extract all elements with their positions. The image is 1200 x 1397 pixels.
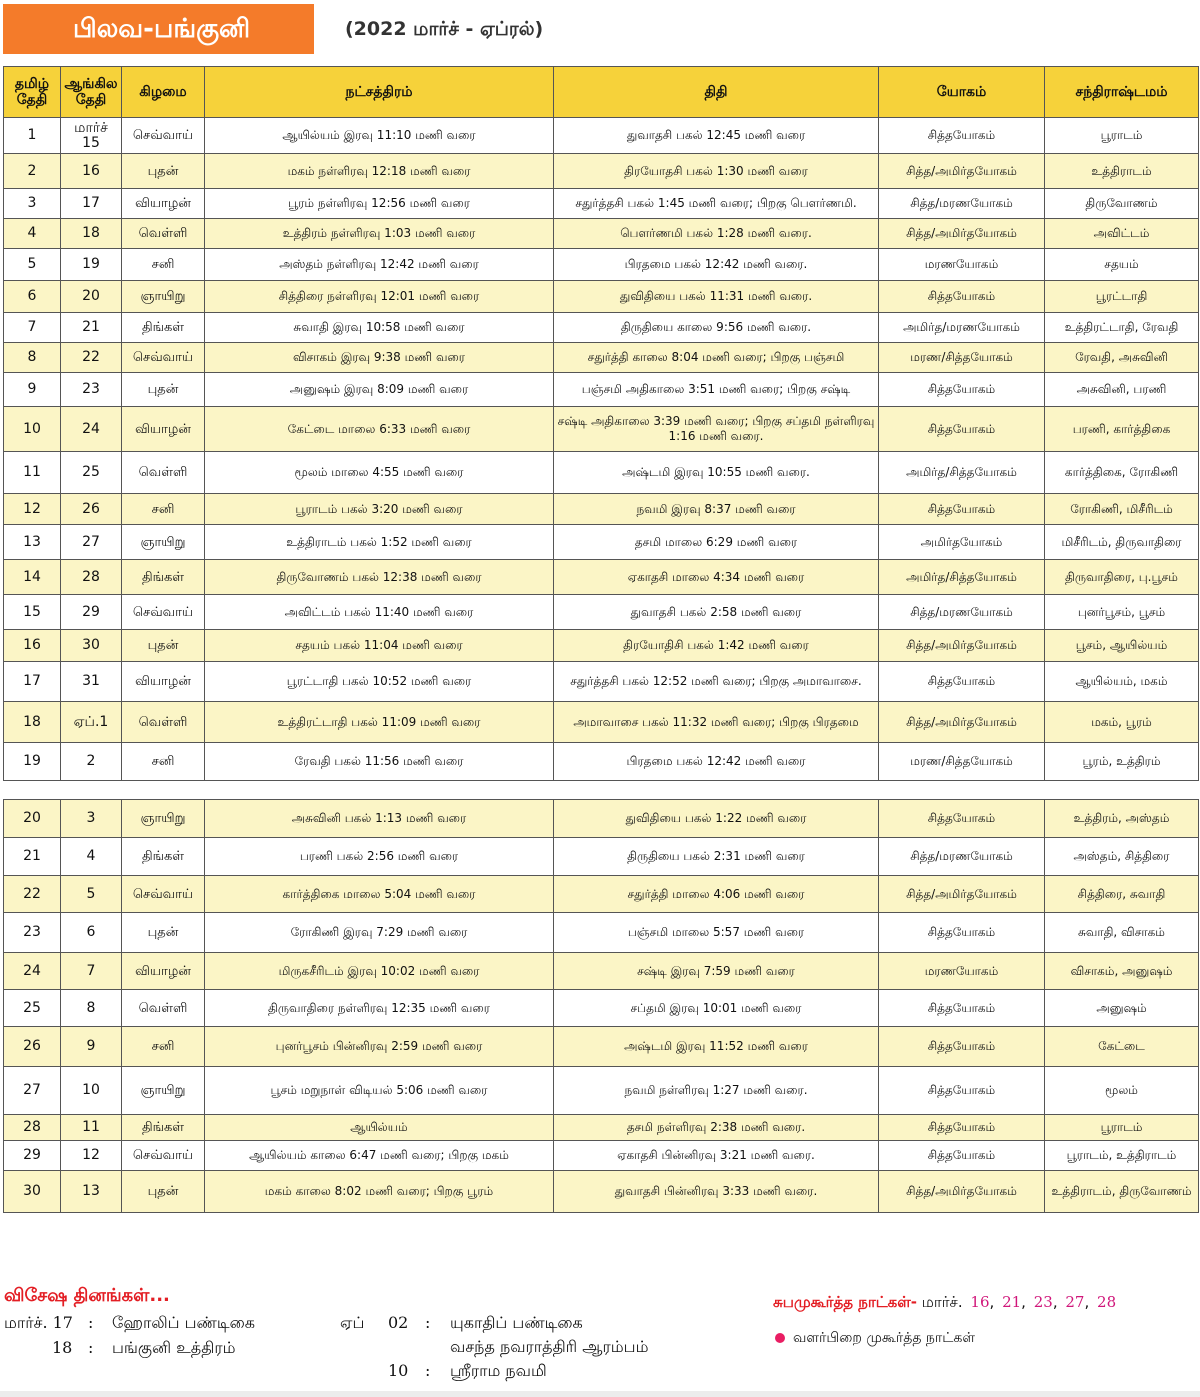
table-row xyxy=(4,662,1199,702)
tamil-date-cell: 11 xyxy=(4,452,61,494)
english-date-cell: 5 xyxy=(61,876,122,913)
tithi-cell: சப்தமி இரவு 10:01 மணி வரை xyxy=(554,990,879,1027)
weekday-cell: வெள்ளி xyxy=(122,219,205,249)
weekday-cell: ஞாயிறு xyxy=(122,1067,205,1115)
weekday-cell: ஞாயிறு xyxy=(122,525,205,560)
nakshatra-cell: மிருகசீரிடம் இரவு 10:02 மணி வரை xyxy=(205,953,554,990)
tamil-date-cell: 6 xyxy=(4,281,61,313)
chandrashtamam-cell: ஆயில்யம், மகம் xyxy=(1045,662,1199,702)
chandrashtamam-cell: ரேவதி, அசுவினி xyxy=(1045,343,1199,373)
chandrashtamam-cell: அஸ்தம், சித்திரை xyxy=(1045,838,1199,876)
yogam-cell: மரண/சித்தயோகம் xyxy=(879,743,1045,781)
tamil-date-cell: 18 xyxy=(4,702,61,743)
table-row xyxy=(4,1171,1199,1213)
chandrashtamam-cell: உத்திராடம், திருவோணம் xyxy=(1045,1171,1199,1213)
table-row xyxy=(4,990,1199,1027)
nakshatra-cell: கேட்டை மாலை 6:33 மணி வரை xyxy=(205,407,554,452)
chandrashtamam-cell: பூரம், உத்திரம் xyxy=(1045,743,1199,781)
nakshatra-cell: பூரட்டாதி பகல் 10:52 மணி வரை xyxy=(205,662,554,702)
tithi-cell: ஏகாதசி பின்னிரவு 3:21 மணி வரை. xyxy=(554,1141,879,1171)
english-date-cell: 3 xyxy=(61,800,122,838)
tamil-date-cell: 16 xyxy=(4,630,61,662)
nakshatra-cell: விசாகம் இரவு 9:38 மணி வரை xyxy=(205,343,554,373)
festival-day: 02 xyxy=(388,1313,409,1332)
tithi-cell: சஷ்டி இரவு 7:59 மணி வரை xyxy=(554,953,879,990)
nakshatra-cell: திருவாதிரை நள்ளிரவு 12:35 மணி வரை xyxy=(205,990,554,1027)
tithi-cell: துவாதசி பகல் 2:58 மணி வரை xyxy=(554,595,879,630)
english-date-cell: 20 xyxy=(61,281,122,313)
english-date-cell: 19 xyxy=(61,249,122,281)
english-date-cell: 31 xyxy=(61,662,122,702)
tamil-date-cell: 13 xyxy=(4,525,61,560)
festival-name: ஹோலிப் பண்டிகை xyxy=(112,1313,255,1332)
festival-name: வசந்த நவராத்திரி ஆரம்பம் xyxy=(450,1337,649,1356)
english-date-cell: 13 xyxy=(61,1171,122,1213)
yogam-cell: அமிர்த/சித்தயோகம் xyxy=(879,452,1045,494)
english-date-cell: 9 xyxy=(61,1027,122,1067)
yogam-cell: சித்தயோகம் xyxy=(879,913,1045,953)
yogam-cell: சித்தயோகம் xyxy=(879,662,1045,702)
tamil-date-cell: 20 xyxy=(4,800,61,838)
nakshatra-cell: ஆயில்யம் காலை 6:47 மணி வரை; பிறகு மகம் xyxy=(205,1141,554,1171)
muhurtham-month: மார்ச். xyxy=(921,1293,963,1311)
weekday-cell: புதன் xyxy=(122,373,205,407)
nakshatra-cell: உத்திரம் நள்ளிரவு 1:03 மணி வரை xyxy=(205,219,554,249)
tamil-date-cell: 27 xyxy=(4,1067,61,1115)
chandrashtamam-cell: திருவோணம் xyxy=(1045,189,1199,219)
english-date-cell: 28 xyxy=(61,560,122,595)
weekday-cell: திங்கள் xyxy=(122,313,205,343)
muhurtham-date: 21 xyxy=(1002,1293,1022,1311)
tithi-cell: அஷ்டமி இரவு 10:55 மணி வரை. xyxy=(554,452,879,494)
table-row xyxy=(4,560,1199,595)
tithi-cell: திருதியை பகல் 2:31 மணி வரை xyxy=(554,838,879,876)
nakshatra-cell: பரணி பகல் 2:56 மணி வரை xyxy=(205,838,554,876)
chandrashtamam-cell: அனுஷம் xyxy=(1045,990,1199,1027)
col-header-yogam: யோகம் xyxy=(879,67,1045,118)
english-date-cell: 30 xyxy=(61,630,122,662)
chandrashtamam-cell: உத்திரம், அஸ்தம் xyxy=(1045,800,1199,838)
weekday-cell: செவ்வாய் xyxy=(122,343,205,373)
english-date-cell: 26 xyxy=(61,494,122,525)
tithi-cell: நவமி இரவு 8:37 மணி வரை xyxy=(554,494,879,525)
english-date-cell: 27 xyxy=(61,525,122,560)
col-header-tamil-date: தமிழ் தேதி xyxy=(4,67,61,118)
nakshatra-cell: ஆயில்யம் xyxy=(205,1115,554,1141)
weekday-cell: ஞாயிறு xyxy=(122,800,205,838)
tamil-date-cell: 14 xyxy=(4,560,61,595)
tithi-cell: சதுர்த்தி மாலை 4:06 மணி வரை xyxy=(554,876,879,913)
chandrashtamam-cell: சதயம் xyxy=(1045,249,1199,281)
weekday-cell: வியாழன் xyxy=(122,953,205,990)
nakshatra-cell: திருவோணம் பகல் 12:38 மணி வரை xyxy=(205,560,554,595)
table-row xyxy=(4,876,1199,913)
weekday-cell: செவ்வாய் xyxy=(122,876,205,913)
yogam-cell: சித்த/மரணயோகம் xyxy=(879,189,1045,219)
yogam-cell: சித்தயோகம் xyxy=(879,990,1045,1027)
col-header-weekday: கிழமை xyxy=(122,67,205,118)
table-row xyxy=(4,343,1199,373)
english-date-cell: 18 xyxy=(61,219,122,249)
weekday-cell: புதன் xyxy=(122,913,205,953)
yogam-cell: அமிர்தயோகம் xyxy=(879,525,1045,560)
festival-name: பங்குனி உத்திரம் xyxy=(112,1338,236,1357)
yogam-cell: மரண/சித்தயோகம் xyxy=(879,343,1045,373)
yogam-cell: அமிர்த/மரணயோகம் xyxy=(879,313,1045,343)
muhurtham-date: 16 xyxy=(970,1293,990,1311)
chandrashtamam-cell: புனர்பூசம், பூசம் xyxy=(1045,595,1199,630)
table-row xyxy=(4,118,1199,154)
chandrashtamam-cell: கார்த்திகை, ரோகிணி xyxy=(1045,452,1199,494)
chandrashtamam-cell: பூசம், ஆயில்யம் xyxy=(1045,630,1199,662)
nakshatra-cell: அசுவினி பகல் 1:13 மணி வரை xyxy=(205,800,554,838)
table-header-row xyxy=(4,67,1199,118)
nakshatra-cell: கார்த்திகை மாலை 5:04 மணி வரை xyxy=(205,876,554,913)
chandrashtamam-cell: உத்திராடம் xyxy=(1045,154,1199,189)
tithi-cell: தசமி மாலை 6:29 மணி வரை xyxy=(554,525,879,560)
english-date-cell: 24 xyxy=(61,407,122,452)
table-row xyxy=(4,1027,1199,1067)
tithi-cell: அஷ்டமி இரவு 11:52 மணி வரை xyxy=(554,1027,879,1067)
tithi-cell: பௌர்ணமி பகல் 1:28 மணி வரை. xyxy=(554,219,879,249)
tamil-date-cell: 4 xyxy=(4,219,61,249)
weekday-cell: வெள்ளி xyxy=(122,990,205,1027)
tamil-date-cell: 21 xyxy=(4,838,61,876)
english-date-cell: மார்ச் 15 xyxy=(61,118,122,154)
weekday-cell: வெள்ளி xyxy=(122,452,205,494)
table-row xyxy=(4,1115,1199,1141)
tamil-date-cell: 5 xyxy=(4,249,61,281)
tithi-cell: பஞ்சமி அதிகாலை 3:51 மணி வரை; பிறகு சஷ்டி xyxy=(554,373,879,407)
tithi-cell: ஏகாதசி மாலை 4:34 மணி வரை xyxy=(554,560,879,595)
weekday-cell: புதன் xyxy=(122,1171,205,1213)
yogam-cell: சித்த/அமிர்தயோகம் xyxy=(879,219,1045,249)
table-row xyxy=(4,313,1199,343)
chandrashtamam-cell: பூராடம் xyxy=(1045,118,1199,154)
nakshatra-cell: பூராடம் பகல் 3:20 மணி வரை xyxy=(205,494,554,525)
festival-separator: : xyxy=(425,1361,431,1380)
nakshatra-cell: ரோகிணி இரவு 7:29 மணி வரை xyxy=(205,913,554,953)
chandrashtamam-cell: பூராடம், உத்திராடம் xyxy=(1045,1141,1199,1171)
english-date-cell: 29 xyxy=(61,595,122,630)
tamil-date-cell: 3 xyxy=(4,189,61,219)
yogam-cell: சித்தயோகம் xyxy=(879,373,1045,407)
tithi-cell: அமாவாசை பகல் 11:32 மணி வரை; பிறகு பிரதமை xyxy=(554,702,879,743)
weekday-cell: திங்கள் xyxy=(122,1115,205,1141)
nakshatra-cell: உத்திரட்டாதி பகல் 11:09 மணி வரை xyxy=(205,702,554,743)
table-row xyxy=(4,189,1199,219)
weekday-cell: சனி xyxy=(122,1027,205,1067)
english-date-cell: 25 xyxy=(61,452,122,494)
weekday-cell: செவ்வாய் xyxy=(122,118,205,154)
table-row xyxy=(4,407,1199,452)
chandrashtamam-cell: விசாகம், அனுஷம் xyxy=(1045,953,1199,990)
nakshatra-cell: மகம் காலை 8:02 மணி வரை; பிறகு பூரம் xyxy=(205,1171,554,1213)
nakshatra-cell: ரேவதி பகல் 11:56 மணி வரை xyxy=(205,743,554,781)
table-row xyxy=(4,154,1199,189)
english-date-cell: 4 xyxy=(61,838,122,876)
page-title: பிலவ-பங்குனி xyxy=(3,4,314,54)
weekday-cell: வியாழன் xyxy=(122,189,205,219)
yogam-cell: சித்தயோகம் xyxy=(879,281,1045,313)
nakshatra-cell: அவிட்டம் பகல் 11:40 மணி வரை xyxy=(205,595,554,630)
english-date-cell: 8 xyxy=(61,990,122,1027)
chandrashtamam-cell: உத்திரட்டாதி, ரேவதி xyxy=(1045,313,1199,343)
col-header-chandrashtamam: சந்திராஷ்டமம் xyxy=(1045,67,1199,118)
tamil-date-cell: 29 xyxy=(4,1141,61,1171)
festival-month: 18 xyxy=(52,1338,73,1357)
weekday-cell: வெள்ளி xyxy=(122,702,205,743)
tithi-cell: தசமி நள்ளிரவு 2:38 மணி வரை. xyxy=(554,1115,879,1141)
tamil-date-cell: 10 xyxy=(4,407,61,452)
weekday-cell: சனி xyxy=(122,249,205,281)
festival-month: ஏப் xyxy=(340,1313,365,1332)
muhurtham-legend-text: வளர்பிறை முகூர்த்த நாட்கள் xyxy=(793,1330,975,1346)
table-row xyxy=(4,1067,1199,1115)
table-row xyxy=(4,630,1199,662)
table-row xyxy=(4,281,1199,313)
col-header-english-date: ஆங்கில தேதி xyxy=(61,67,122,118)
yogam-cell: சித்தயோகம் xyxy=(879,1067,1045,1115)
tithi-cell: திரயோதிசி பகல் 1:42 மணி வரை xyxy=(554,630,879,662)
weekday-cell: சனி xyxy=(122,494,205,525)
nakshatra-cell: சதயம் பகல் 11:04 மணி வரை xyxy=(205,630,554,662)
nakshatra-cell: அஸ்தம் நள்ளிரவு 12:42 மணி வரை xyxy=(205,249,554,281)
tithi-cell: பஞ்சமி மாலை 5:57 மணி வரை xyxy=(554,913,879,953)
english-date-cell: 12 xyxy=(61,1141,122,1171)
tithi-cell: திருதியை காலை 9:56 மணி வரை. xyxy=(554,313,879,343)
chandrashtamam-cell: சித்திரை, சுவாதி xyxy=(1045,876,1199,913)
special-days-title: விசேஷ தினங்கள்... xyxy=(4,1285,170,1306)
tithi-cell: நவமி நள்ளிரவு 1:27 மணி வரை. xyxy=(554,1067,879,1115)
tithi-cell: திரயோதசி பகல் 1:30 மணி வரை xyxy=(554,154,879,189)
yogam-cell: சித்த/அமிர்தயோகம் xyxy=(879,702,1045,743)
page-subtitle: (2022 மார்ச் - ஏப்ரல்) xyxy=(345,18,544,40)
nakshatra-cell: மகம் நள்ளிரவு 12:18 மணி வரை xyxy=(205,154,554,189)
festival-separator: : xyxy=(88,1338,94,1357)
nakshatra-cell: ஆயில்யம் இரவு 11:10 மணி வரை xyxy=(205,118,554,154)
english-date-cell: 23 xyxy=(61,373,122,407)
yogam-cell: மரணயோகம் xyxy=(879,249,1045,281)
festival-separator: : xyxy=(425,1313,431,1332)
tithi-cell: பிரதமை பகல் 12:42 மணி வரை. xyxy=(554,249,879,281)
weekday-cell: வியாழன் xyxy=(122,662,205,702)
table-row xyxy=(4,452,1199,494)
nakshatra-cell: உத்திராடம் பகல் 1:52 மணி வரை xyxy=(205,525,554,560)
table-row xyxy=(4,494,1199,525)
festival-name: யுகாதிப் பண்டிகை xyxy=(450,1313,583,1332)
yogam-cell: சித்தயோகம் xyxy=(879,118,1045,154)
chandrashtamam-cell: ரோகிணி, மிசீரிடம் xyxy=(1045,494,1199,525)
weekday-cell: வியாழன் xyxy=(122,407,205,452)
table-row xyxy=(4,743,1199,781)
tamil-date-cell: 7 xyxy=(4,313,61,343)
nakshatra-cell: மூலம் மாலை 4:55 மணி வரை xyxy=(205,452,554,494)
yogam-cell: சித்தயோகம் xyxy=(879,1115,1045,1141)
tithi-cell: துவாதசி பின்னிரவு 3:33 மணி வரை. xyxy=(554,1171,879,1213)
tithi-cell: சதுர்த்தி காலை 8:04 மணி வரை; பிறகு பஞ்சமி xyxy=(554,343,879,373)
bullet-dot-icon xyxy=(775,1333,785,1343)
tithi-cell: சதுர்த்தசி பகல் 12:52 மணி வரை; பிறகு அமாவாசை. xyxy=(554,662,879,702)
tithi-cell: துவாதசி பகல் 12:45 மணி வரை xyxy=(554,118,879,154)
tithi-cell: துவிதியை பகல் 1:22 மணி வரை xyxy=(554,800,879,838)
english-date-cell: 6 xyxy=(61,913,122,953)
table-row xyxy=(4,595,1199,630)
panchangam-table-part1 xyxy=(3,66,1199,781)
tithi-cell: துவிதியை பகல் 11:31 மணி வரை. xyxy=(554,281,879,313)
yogam-cell: சித்தயோகம் xyxy=(879,494,1045,525)
nakshatra-cell: பூரம் நள்ளிரவு 12:56 மணி வரை xyxy=(205,189,554,219)
nakshatra-cell: சுவாதி இரவு 10:58 மணி வரை xyxy=(205,313,554,343)
table-row xyxy=(4,249,1199,281)
table-row xyxy=(4,838,1199,876)
nakshatra-cell: புனர்பூசம் பின்னிரவு 2:59 மணி வரை xyxy=(205,1027,554,1067)
page-footer-bar xyxy=(0,1391,1200,1397)
tamil-date-cell: 8 xyxy=(4,343,61,373)
tamil-date-cell: 23 xyxy=(4,913,61,953)
chandrashtamam-cell: பூரட்டாதி xyxy=(1045,281,1199,313)
chandrashtamam-cell: கேட்டை xyxy=(1045,1027,1199,1067)
tamil-date-cell: 9 xyxy=(4,373,61,407)
muhurtham-legend xyxy=(775,1330,975,1348)
table-row xyxy=(4,953,1199,990)
yogam-cell: சித்த/மரணயோகம் xyxy=(879,595,1045,630)
tamil-date-cell: 30 xyxy=(4,1171,61,1213)
festival-name: ஸ்ரீராம நவமி xyxy=(450,1361,547,1380)
muhurtham-label: சுபமுகூர்த்த நாட்கள்- xyxy=(773,1293,918,1311)
muhurtham-date: 27 xyxy=(1065,1293,1085,1311)
tamil-date-cell: 12 xyxy=(4,494,61,525)
yogam-cell: சித்த/அமிர்தயோகம் xyxy=(879,630,1045,662)
chandrashtamam-cell: அசுவினி, பரணி xyxy=(1045,373,1199,407)
festival-separator: : xyxy=(88,1313,94,1332)
yogam-cell: மரணயோகம் xyxy=(879,953,1045,990)
tithi-cell: சஷ்டி அதிகாலை 3:39 மணி வரை; பிறகு சப்தமி நள்ளிரவு 1:16 மணி வரை. xyxy=(554,407,879,452)
yogam-cell: சித்த/அமிர்தயோகம் xyxy=(879,876,1045,913)
table-row xyxy=(4,219,1199,249)
weekday-cell: செவ்வாய் xyxy=(122,595,205,630)
panchangam-table-part2 xyxy=(3,799,1199,1213)
col-header-tithi: திதி xyxy=(554,67,879,118)
col-header-nakshatra: நட்சத்திரம் xyxy=(205,67,554,118)
muhurtham-date: 28 xyxy=(1097,1293,1117,1311)
weekday-cell: திங்கள் xyxy=(122,560,205,595)
table-row xyxy=(4,525,1199,560)
tamil-date-cell: 19 xyxy=(4,743,61,781)
table-row xyxy=(4,702,1199,743)
chandrashtamam-cell: பரணி, கார்த்திகை xyxy=(1045,407,1199,452)
chandrashtamam-cell: மூலம் xyxy=(1045,1067,1199,1115)
weekday-cell: சனி xyxy=(122,743,205,781)
muhurtham-days: சுபமுகூர்த்த நாட்கள்- மார்ச். 16, 21, 23, 27, 28 xyxy=(773,1293,1117,1311)
tamil-date-cell: 2 xyxy=(4,154,61,189)
weekday-cell: திங்கள் xyxy=(122,838,205,876)
yogam-cell: சித்தயோகம் xyxy=(879,1027,1045,1067)
chandrashtamam-cell: பூராடம் xyxy=(1045,1115,1199,1141)
chandrashtamam-cell: மகம், பூரம் xyxy=(1045,702,1199,743)
nakshatra-cell: சித்திரை நள்ளிரவு 12:01 மணி வரை xyxy=(205,281,554,313)
english-date-cell: 11 xyxy=(61,1115,122,1141)
nakshatra-cell: பூசம் மறுநாள் விடியல் 5:06 மணி வரை xyxy=(205,1067,554,1115)
yogam-cell: சித்த/மரணயோகம் xyxy=(879,838,1045,876)
table-row xyxy=(4,913,1199,953)
muhurtham-date: 23 xyxy=(1033,1293,1053,1311)
tamil-date-cell: 17 xyxy=(4,662,61,702)
tamil-date-cell: 22 xyxy=(4,876,61,913)
tamil-date-cell: 28 xyxy=(4,1115,61,1141)
chandrashtamam-cell: சுவாதி, விசாகம் xyxy=(1045,913,1199,953)
festival-month: மார்ச். 17 xyxy=(4,1313,73,1332)
english-date-cell: 2 xyxy=(61,743,122,781)
tithi-cell: பிரதமை பகல் 12:42 மணி வரை xyxy=(554,743,879,781)
festival-day: 10 xyxy=(388,1361,409,1380)
english-date-cell: 7 xyxy=(61,953,122,990)
tamil-date-cell: 1 xyxy=(4,118,61,154)
chandrashtamam-cell: அவிட்டம் xyxy=(1045,219,1199,249)
weekday-cell: ஞாயிறு xyxy=(122,281,205,313)
english-date-cell: 10 xyxy=(61,1067,122,1115)
english-date-cell: ஏப்.1 xyxy=(61,702,122,743)
table-row xyxy=(4,373,1199,407)
yogam-cell: சித்த/அமிர்தயோகம் xyxy=(879,1171,1045,1213)
english-date-cell: 22 xyxy=(61,343,122,373)
weekday-cell: புதன் xyxy=(122,630,205,662)
weekday-cell: புதன் xyxy=(122,154,205,189)
chandrashtamam-cell: திருவாதிரை, பு.பூசம் xyxy=(1045,560,1199,595)
tamil-date-cell: 25 xyxy=(4,990,61,1027)
yogam-cell: அமிர்த/சித்தயோகம் xyxy=(879,560,1045,595)
table-row xyxy=(4,1141,1199,1171)
tithi-cell: சதுர்த்தசி பகல் 1:45 மணி வரை; பிறகு பௌர்ணமி. xyxy=(554,189,879,219)
yogam-cell: சித்தயோகம் xyxy=(879,1141,1045,1171)
chandrashtamam-cell: மிசீரிடம், திருவாதிரை xyxy=(1045,525,1199,560)
tamil-date-cell: 24 xyxy=(4,953,61,990)
tamil-date-cell: 26 xyxy=(4,1027,61,1067)
tamil-date-cell: 15 xyxy=(4,595,61,630)
table-row xyxy=(4,800,1199,838)
english-date-cell: 16 xyxy=(61,154,122,189)
nakshatra-cell: அனுஷம் இரவு 8:09 மணி வரை xyxy=(205,373,554,407)
weekday-cell: செவ்வாய் xyxy=(122,1141,205,1171)
yogam-cell: சித்தயோகம் xyxy=(879,407,1045,452)
english-date-cell: 21 xyxy=(61,313,122,343)
yogam-cell: சித்தயோகம் xyxy=(879,800,1045,838)
yogam-cell: சித்த/அமிர்தயோகம் xyxy=(879,154,1045,189)
english-date-cell: 17 xyxy=(61,189,122,219)
